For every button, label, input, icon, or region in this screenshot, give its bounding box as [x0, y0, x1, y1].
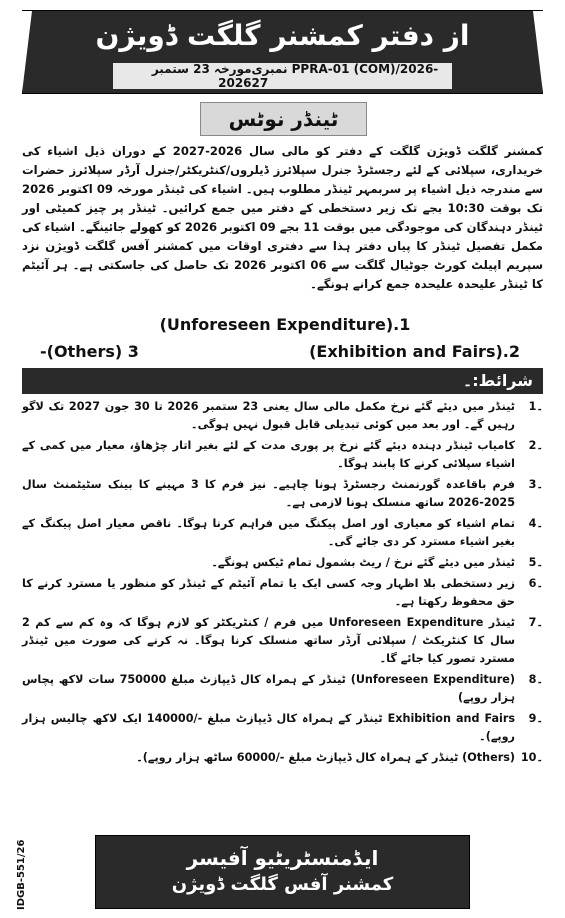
- term-text: (Others) ٹینڈر کے ہمراہ کال ڈیپازٹ مبلغ -/60000 ساٹھ ہزار روپے)۔: [136, 751, 515, 764]
- term-text: ٹینڈر Unforeseen Expenditure میں فرم / کنٹریکٹر کو لازم ہوگا کہ وہ کم سے کم 2 سال کا کنٹریکٹ / سپلائی آرڈر ساتھ منسلک کرنا ہوگا۔ نہ کرنے کی صورت میں ٹینڈر مسترد تصور کیا جائے گا۔: [22, 616, 515, 665]
- term-text: Exhibition and Fairs ٹینڈر کے ہمراہ کال ڈیپازٹ مبلغ -/140000 ایک لاکھ چالیس ہزار روپے)۔: [22, 712, 516, 743]
- term-item: [22, 749, 543, 767]
- terms-header-bar: [22, 368, 543, 394]
- term-text: تمام اشیاء کو معیاری اور اصل پیکنگ میں فراہم کرنا ہوگا۔ ناقص معیار اصل پیکنگ کے بغیر اشیاء مسترد کر دی جائے گی۔: [22, 517, 515, 548]
- term-text: (Unforeseen Expenditure) ٹینڈر کے ہمراہ کال ڈیپازٹ مبلغ 750000 سات لاکھ پچاس ہزار روپے): [22, 673, 515, 704]
- signatory-office: کمشنر آفس گلگت ڈویژن: [171, 874, 394, 895]
- term-item: [22, 398, 543, 434]
- signature-block: [95, 835, 470, 909]
- term-number: ۔9: [528, 712, 543, 725]
- term-text: زیر دستخطی بلا اظہار وجہ کسی ایک یا تمام آئیٹم کے ٹینڈر کو منظور یا مسترد کرنے کا حق محفوظ رکھتا ہے۔: [22, 577, 515, 608]
- term-number: ۔2: [528, 439, 543, 452]
- term-item: [22, 671, 543, 707]
- term-number: ۔7: [528, 616, 543, 629]
- publication-code-text: IDGB-551/26: [16, 839, 27, 910]
- office-title: از دفتر کمشنر گلگت ڈویژن: [95, 19, 470, 52]
- term-item: [22, 554, 543, 572]
- reference-strip: [113, 63, 452, 89]
- notice-date: مورخہ 23 ستمبر 2026: [151, 62, 252, 90]
- term-item: [22, 476, 543, 512]
- term-number: ۔4: [528, 517, 543, 530]
- term-text: ٹینڈر میں دیئے گئے نرخ مکمل مالی سال یعنی 23 ستمبر 2026 تا 30 جون 2027 تک لاگو رہیں گے۔ اور بعد میں کوئی تبدیلی قابل قبول نہیں ہوگی۔: [22, 400, 515, 431]
- category-exhibition: (Exhibition and Fairs).2: [309, 342, 520, 361]
- header-banner: [22, 10, 543, 94]
- term-item: [22, 437, 543, 473]
- tender-notice-heading: ٹینڈر نوٹس: [200, 102, 367, 136]
- term-number: ۔10: [520, 751, 543, 764]
- signatory-title: ایڈمنسٹریٹیو آفیسر: [186, 846, 379, 870]
- term-item: [22, 710, 543, 746]
- term-number: ۔8: [528, 673, 543, 686]
- term-item: [22, 614, 543, 668]
- term-number: ۔5: [528, 556, 543, 569]
- category-unforeseen: (Unforeseen Expenditure).1: [159, 315, 411, 334]
- term-item: [22, 515, 543, 551]
- terms-title: شرائط:۔: [462, 371, 533, 390]
- term-number: ۔6: [528, 577, 543, 590]
- term-number: ۔3: [528, 478, 543, 491]
- term-text: کامیاب ٹینڈر دہندہ دیئے گئے نرخ پر پوری مدت کے لئے بغیر اتار چڑھاؤ، معیار میں کمی کے اشیاء سپلائی کرنے کا پابند ہوگا۔: [22, 439, 515, 470]
- category-others: -(Others) 3: [40, 342, 139, 361]
- reference-number: نمبری PPRA-01 (COM)/2026-27: [251, 62, 439, 90]
- category-row: [40, 342, 520, 361]
- publication-code: [3, 820, 27, 910]
- terms-list: [22, 398, 543, 770]
- term-number: ۔1: [528, 400, 543, 413]
- term-item: [22, 575, 543, 611]
- term-text: فرم باقاعدہ گورنمنٹ رجسٹرڈ ہونا چاہیے۔ نیز فرم کا 3 مہینے کا بینک سٹیٹمنٹ سال 2025-2026 ساتھ منسلک ہونا لازمی ہے۔: [22, 478, 515, 509]
- term-text: ٹینڈر میں دیئے گئے نرخ / ریٹ بشمول تمام ٹیکس ہونگے۔: [211, 556, 515, 569]
- intro-paragraph: کمشنر گلگت ڈویژن گلگت کے دفتر کو مالی سال 2026-2027 کے دوران ذیل اشیاء کی خریداری، سپلائی کے لئے رجسٹرڈ جنرل سپلائرز ڈیلروں/کنٹریکٹر/جنرل آرڈر سپلائرز حضرات سے مندرجہ ذیل اشیاء پر سربمہر ٹینڈر مطلوب ہیں۔ اشیاء کی ٹینڈر مورخہ 09 اکتوبر 2026 تک بوقت 10:30 بجے تک زیر دستخطی کے دفتر میں جمع کرائیں۔ ٹینڈر پر چیز کمیٹی اور ٹینڈر دہندگان کی موجودگی میں بوقت 11 بجے 09 اکتوبر 2026 کو کھولے جائینگے۔ اشیاء کی مکمل تفصیل ٹینڈر کا پیاں دفتر ہذا سے دفتری اوقات میں کمشنر آفس گلگت ڈویژن نزد سپریم اپیلٹ کورٹ جوٹیال گلگت سے 06 اکتوبر 2026 تک حاصل کی جاسکتی ہے۔ ہر آئیٹم کا ٹینڈر علیحدہ علیحدہ جمع کرانے ہونگے۔: [22, 144, 544, 291]
